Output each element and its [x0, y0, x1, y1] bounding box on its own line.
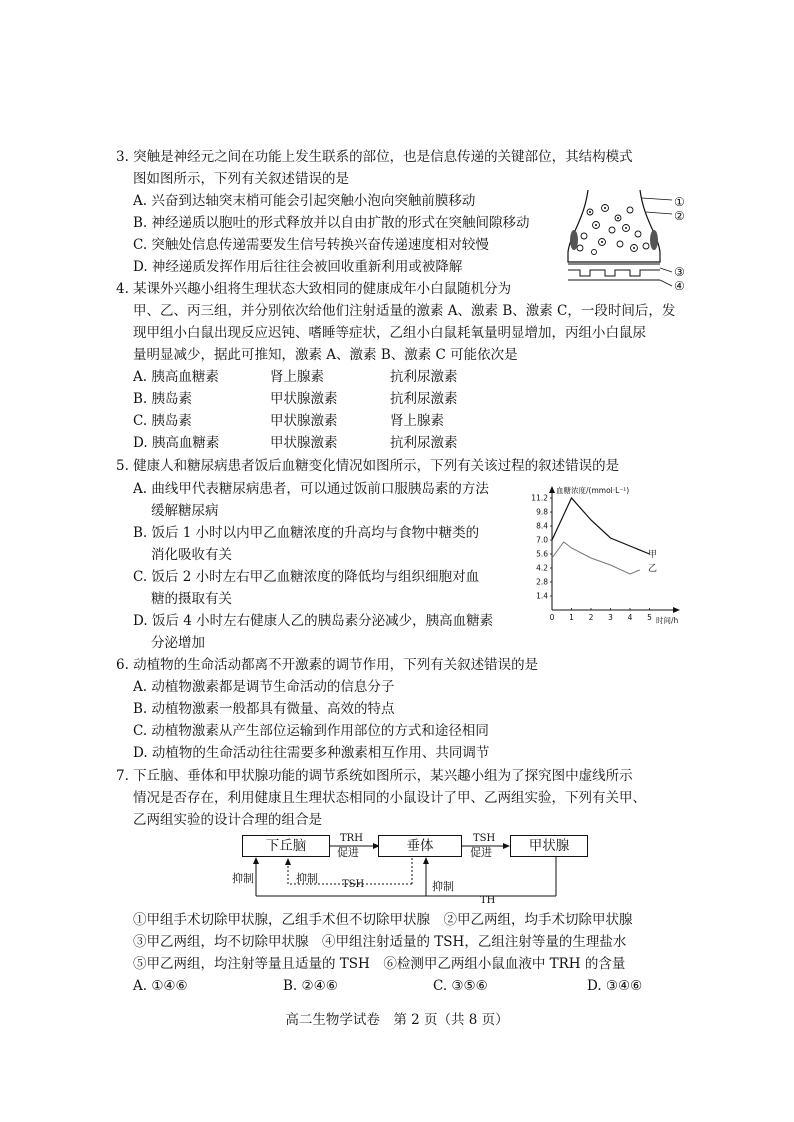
- series-label-yi: 乙: [648, 564, 658, 574]
- q4-option-b-b: 甲状腺激素: [270, 391, 338, 407]
- tsh-label: TSH: [473, 833, 496, 844]
- q4-option-c-label: C. 胰岛素: [133, 413, 192, 429]
- q4-option-d-c: 抗利尿激素: [390, 435, 458, 451]
- y-tick-label: 8.4: [536, 521, 548, 531]
- q4-option-d-label: D. 胰高血糖素: [133, 435, 220, 451]
- x-tick-label: 1: [569, 613, 574, 622]
- q7-stem-line1: 7. 下丘脑、垂体和甲状腺功能的调节系统如图所示，某兴趣小组为了探究图中虚线所示: [116, 768, 633, 784]
- y-tick-label: 2.8: [536, 577, 548, 587]
- tsh-dashed-label: TSH: [342, 879, 365, 890]
- inhibit-label-left: 抑制: [232, 872, 254, 885]
- q4-option-c-b: 甲状腺激素: [270, 413, 338, 429]
- inhibit-label-right: 抑制: [432, 880, 454, 893]
- q7-stem-line2: 情况是否存在，利用健康且生理状态相同的小鼠设计了甲、乙两组实验，下列有关甲、: [133, 790, 646, 806]
- trh-label: TRH: [340, 833, 363, 844]
- q7-option-d: D. ③④⑥: [587, 978, 643, 994]
- series-label-jia: 甲: [648, 550, 658, 560]
- thyroid-box: 甲状腺: [510, 835, 588, 857]
- q5-option-b-line1: B. 饭后 1 小时以内甲乙血糖浓度的升高均与食物中糖类的: [133, 525, 480, 541]
- q7-items-line2: ③甲乙两组，均不切除甲状腺 ④甲组注射适量的 TSH，乙组注射等量的生理盐水: [133, 934, 627, 950]
- synapse-label-3: ③: [674, 265, 685, 279]
- q7-items-line3: ⑤甲乙两组，均注射等量且适量的 TSH ⑥检测甲乙两组小鼠血液中 TRH 的含量: [133, 956, 626, 972]
- q5-option-c-line1: C. 饭后 2 小时左右甲乙血糖浓度的降低均与组织细胞对血: [133, 569, 480, 585]
- q4-option-a-b: 肾上腺素: [270, 369, 324, 385]
- y-tick-label: 4.2: [536, 563, 548, 573]
- q6-option-b: B. 动植物激素一般都具有微量、高效的特点: [133, 701, 395, 717]
- q6-option-a: A. 动植物激素都是调节生命活动的信息分子: [133, 679, 395, 695]
- promote-label-2: 促进: [470, 846, 492, 859]
- q5-option-a-line1: A. 曲线甲代表糖尿病患者，可以通过饭前口服胰岛素的方法: [133, 481, 489, 497]
- q4-option-a-label: A. 胰高血糖素: [133, 369, 219, 385]
- y-tick-label: 7.0: [536, 535, 548, 545]
- q6-option-d: D. 动植物的生命活动往往需要多种激素相互作用、共同调节: [133, 745, 490, 761]
- q7-option-a: A. ①④⑥: [133, 978, 188, 994]
- q5-option-d-line2: 分泌增加: [151, 635, 205, 651]
- q3-option-d: D. 神经递质发挥作用后往往会被回收重新利用或被降解: [133, 259, 463, 275]
- y-tick-label: 9.8: [536, 507, 548, 517]
- q4-stem-line3: 现甲组小白鼠出现反应迟钝、嗜睡等症状，乙组小白鼠耗氧量明显增加，丙组小白鼠尿: [133, 325, 646, 341]
- y-tick-label: 1.4: [536, 591, 548, 601]
- q7-option-b: B. ②④⑥: [283, 978, 338, 994]
- q3-stem-line1: 3. 突触是神经元之间在功能上发生联系的部位，也是信息传递的关键部位，其结构模式: [116, 149, 633, 165]
- q4-stem-line2: 甲、乙、丙三组，并分别依次给他们注射适量的激素 A、激素 B、激素 C，一段时间后，发: [133, 303, 676, 319]
- y-tick-label: 11.2: [531, 493, 548, 503]
- series-line-jia: [552, 498, 650, 554]
- q4-stem-line1: 4. 某课外兴趣小组将生理状态大致相同的健康成年小白鼠随机分为: [116, 281, 512, 297]
- y-tick-label: 5.6: [536, 549, 548, 559]
- q3-stem-line2: 图如图所示，下列有关叙述错误的是: [133, 171, 349, 187]
- q7-stem-line3: 乙两组实验的设计合理的组合是: [133, 812, 322, 828]
- x-tick-label: 4: [627, 613, 633, 622]
- x-tick-label: 2: [588, 613, 594, 622]
- chart-xlabel: 时间/h: [656, 616, 679, 625]
- q4-stem-line4: 量明显减少，据此可推知，激素 A、激素 B、激素 C 可能依次是: [133, 347, 518, 363]
- q3-option-a: A. 兴奋到达轴突末梢可能会引起突触小泡向突触前膜移动: [133, 193, 476, 209]
- synapse-label-1: ①: [674, 195, 685, 209]
- x-tick-label: 5: [647, 613, 652, 622]
- q4-option-d-b: 甲状腺激素: [270, 435, 338, 451]
- q7-option-c: C. ③⑤⑥: [433, 978, 488, 994]
- q7-items-line1: ①甲组手术切除甲状腺，乙组手术但不切除甲状腺 ②甲乙两组，均手术切除甲状腺: [133, 912, 633, 928]
- blood-glucose-chart: [528, 484, 688, 630]
- q4-option-b-c: 抗利尿激素: [390, 391, 458, 407]
- q5-option-b-line2: 消化吸收有关: [151, 547, 232, 563]
- th-label: TH: [480, 895, 496, 906]
- x-tick-label: 0: [549, 613, 555, 622]
- hypothalamus-box: 下丘脑: [242, 835, 330, 857]
- q3-option-b: B. 神经递质以胞吐的形式释放并以自由扩散的形式在突触间隙移动: [133, 215, 530, 231]
- q6-stem: 6. 动植物的生命活动都离不开激素的调节作用，下列有关叙述错误的是: [116, 657, 539, 673]
- pituitary-box: 垂体: [378, 835, 462, 857]
- inhibit-label-dashed: 抑制: [296, 872, 318, 885]
- q6-option-c: C. 动植物激素从产生部位运输到作用部位的方式和途径相同: [133, 723, 489, 739]
- q5-option-a-line2: 缓解糖尿病: [151, 503, 219, 519]
- synapse-label-4: ④: [674, 279, 685, 293]
- chart-ylabel: 血糖浓度/(mmol·L⁻¹): [556, 486, 630, 495]
- q3-option-c: C. 突触处信息传递需要发生信号转换兴奋传递速度相对较慢: [133, 237, 489, 253]
- promote-label-1: 促进: [337, 846, 359, 859]
- q5-option-c-line2: 糖的摄取有关: [151, 591, 232, 607]
- page-footer: 高二生物学试卷 第 2 页（共 8 页）: [285, 1012, 509, 1028]
- q4-option-b-label: B. 胰岛素: [133, 391, 193, 407]
- q4-option-a-c: 抗利尿激素: [390, 369, 458, 385]
- series-line-yi: [552, 542, 640, 574]
- x-tick-label: 3: [608, 613, 613, 622]
- synapse-diagram: [560, 190, 690, 290]
- synapse-label-2: ②: [674, 209, 685, 223]
- q5-stem: 5. 健康人和糖尿病患者饭后血糖变化情况如图所示，下列有关该过程的叙述错误的是: [116, 458, 620, 474]
- q5-option-d-line1: D. 饭后 4 小时左右健康人乙的胰岛素分泌减少，胰高血糖素: [133, 613, 494, 629]
- q4-option-c-c: 肾上腺素: [390, 413, 444, 429]
